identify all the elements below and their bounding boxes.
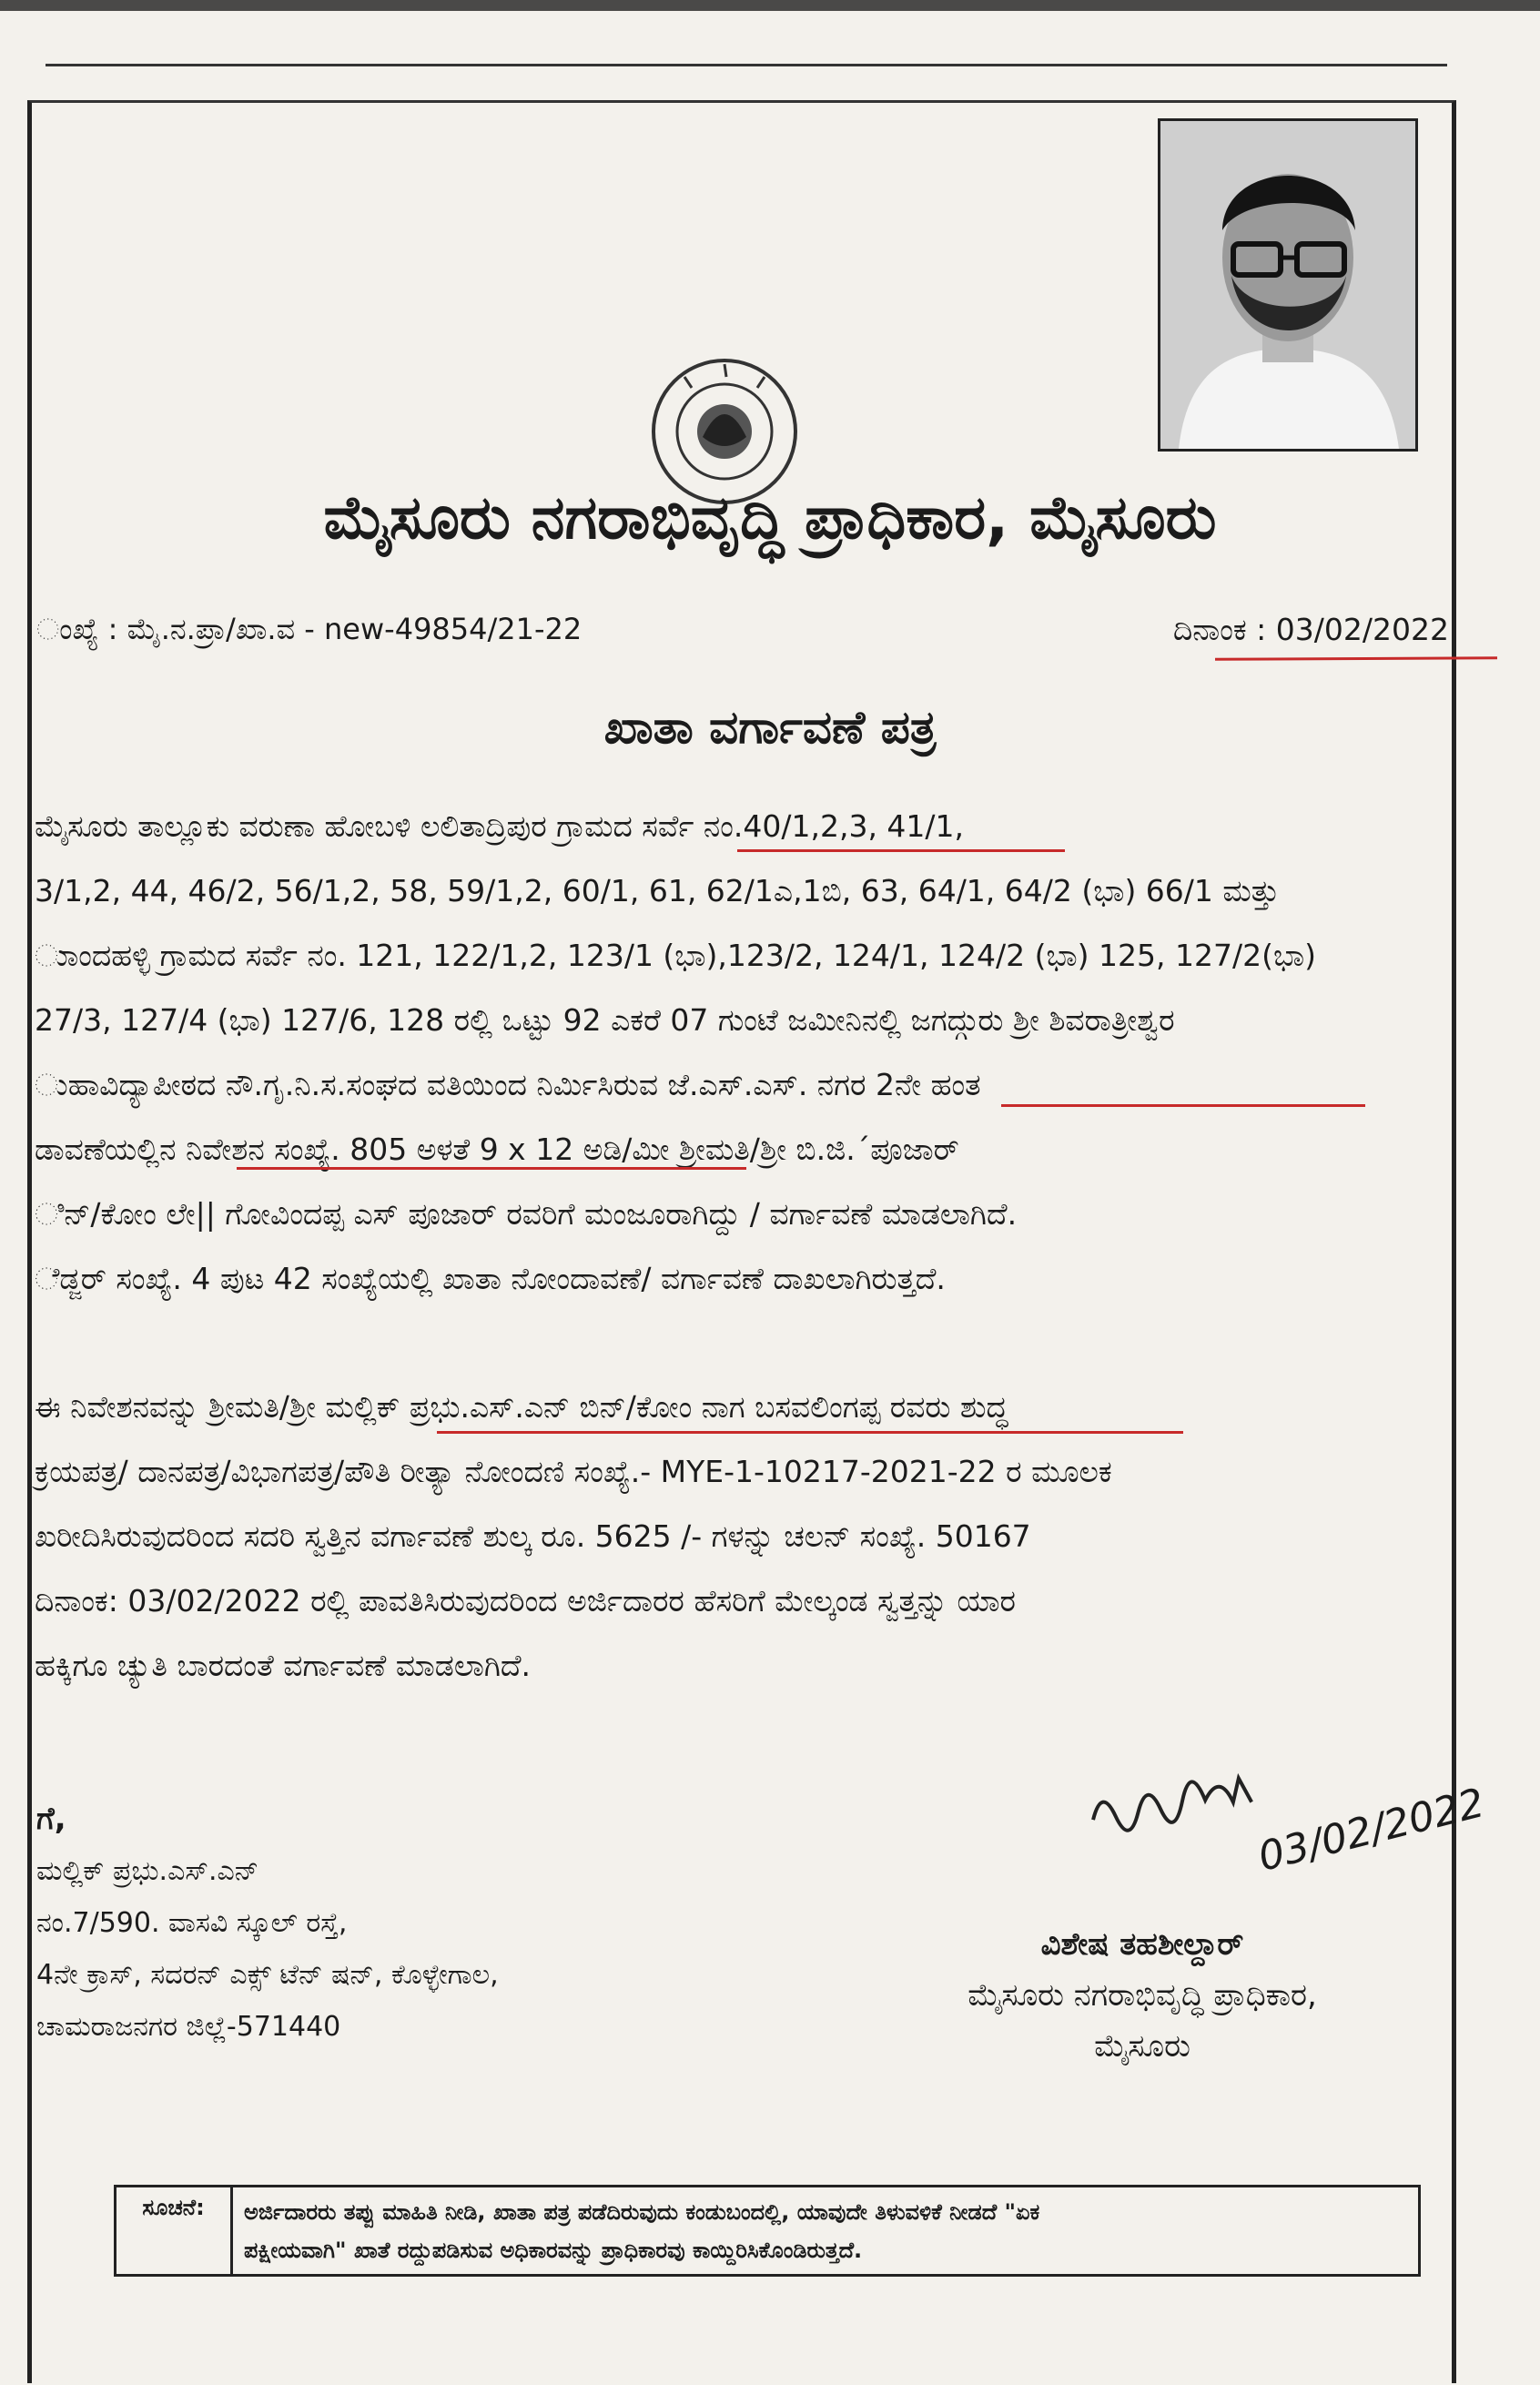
address-to: ಗೆ, [36,1801,66,1837]
page-top-rule [46,64,1447,66]
notice-label: ಸೂಚನೆ: [117,2187,233,2274]
page-top-edge [0,0,1540,11]
person-photo-icon [1160,121,1415,449]
underline-mark [1001,1104,1365,1107]
signature-date: 03/02/2022 [1253,1780,1490,1881]
underline-mark [437,1431,1183,1434]
reference-number: ಂಖ್ಯೆ : ಮೈ.ನ.ಪ್ರಾ/ಖಾ.ವ - new-49854/21-22 [36,612,583,646]
text-line: ಮೈಸೂರು ತಾಲ್ಲೂಕು ವರುಣಾ ಹೋಬಳಿ ಲಲಿತಾದ್ರಿಪುರ ಗ್ರಾಮದ ಸರ್ವೆ ನಂ.40/1,2,3, 41/1, [35,808,965,844]
signatory-designation: ವಿಶೇಷ ತಹಶೀಲ್ದಾರ್ [1040,1926,1244,1963]
text-line: ಈ ನಿವೇಶನವನ್ನು ಶ್ರೀಮತಿ/ಶ್ರೀ ಮಲ್ಲಿಕ್ ಪ್ರಭು.ಎಸ್.ಎನ್ ಬಿನ್/ಕೋಂ ನಾಗ ಬಸವಲಿಂಗಪ್ಪ ರವರು ಶುದ್ಧ [35,1389,1008,1425]
notice-text [233,2187,1418,2274]
document-title: ಖಾತಾ ವರ್ಗಾವಣೆ ಪತ್ರ [603,701,937,754]
signatory-office: ಮೈಸೂರು ನಗರಾಭಿವೃದ್ಧಿ ಪ್ರಾಧಿಕಾರ, [968,1977,1317,2014]
recipient-address [36,1793,499,2053]
notice-line: ಅರ್ಜಿದಾರರು ತಪ್ಪು ಮಾಹಿತಿ ನೀಡಿ, ಖಾತಾ ಪತ್ರ ಪಡೆದಿರುವುದು ಕಂಡುಬಂದಲ್ಲಿ, ಯಾವುದೇ ತಿಳುವಳಿಕೆ ನೀಡದೆ "ಏಕ [244,2199,1040,2225]
address-line: 4ನೇ ಕ್ರಾಸ್, ಸದರನ್ ಎಕ್ಸ್ ಟೆನ್ ಷನ್, ಕೊಳ್ಳೇಗಾಲ, [36,1959,499,1991]
underline-mark [237,1167,746,1170]
address-name: ಮಲ್ಲಿಕ್ ಪ್ರಭು.ಎಸ್.ಎನ್ [36,1855,259,1887]
text-line: ದಿನಾಂಕ: 03/02/2022 ರಲ್ಲಿ ಪಾವತಿಸಿರುವುದರಿಂದ ಅರ್ಜಿದಾರರ ಹೆಸರಿಗೆ ಮೇಲ್ಕಂಡ ಸ್ವತ್ತನ್ನು ಯಾರ [35,1583,1016,1619]
text-line: ಕ್ರಯಪತ್ರ/ ದಾನಪತ್ರ/ವಿಭಾಗಪತ್ರ/ಪೌತಿ ರೀತ್ಯಾ ನೋಂದಣಿ ಸಂಖ್ಯೆ.- MYE-1-10217-2021-22 ರ ಮೂಲಕ [35,1454,1112,1489]
text-line: ೆಡ್ಜರ್ ಸಂಖ್ಯೆ. 4 ಪುಟ 42 ಸಂಖ್ಯೆಯಲ್ಲಿ ಖಾತಾ ನೋಂದಾವಣೆ/ ವರ್ಗಾವಣೆ ದಾಖಲಾಗಿರುತ್ತದೆ. [35,1261,946,1296]
signatory-place: ಮೈಸೂರು [1094,2028,1190,2065]
paragraph-1 [35,794,1316,1311]
text-line: ುಾಂದಹಳ್ಳಿ ಗ್ರಾಮದ ಸರ್ವೆ ನಂ. 121, 122/1,2, 123/1 (ಭಾ),123/2, 124/1, 124/2 (ಭಾ) 125, 127/2(ಭಾ) [35,938,1317,973]
signatory-block [897,1919,1388,2072]
address-line: ನಂ.7/590. ವಾಸವಿ ಸ್ಕೂಲ್ ರಸ್ತೆ, [36,1907,348,1939]
notice-line: ಪಕ್ಷೀಯವಾಗಿ" ಖಾತೆ ರದ್ದುಪಡಿಸುವ ಅಧಿಕಾರವನ್ನು ಪ್ರಾಧಿಕಾರವು ಕಾಯ್ದಿರಿಸಿಕೊಂಡಿರುತ್ತದೆ. [244,2238,863,2263]
date-label: ದಿನಾಂಕ : [1172,612,1267,647]
text-line: ಖರೀದಿಸಿರುವುದರಿಂದ ಸದರಿ ಸ್ವತ್ತಿನ ವರ್ಗಾವಣೆ ಶುಲ್ಕ ರೂ. 5625 /- ಗಳನ್ನು ಚಲನ್ ಸಂಖ್ಯೆ. 50167 [35,1518,1031,1554]
text-line: ಹಕ್ಕಿಗೂ ಚ್ಯುತಿ ಬಾರದಂತೆ ವರ್ಗಾವಣೆ ಮಾಡಲಾಗಿದೆ. [35,1648,532,1683]
passport-photo [1158,118,1418,452]
underline-mark [737,849,1065,852]
text-line: 27/3, 127/4 (ಭಾ) 127/6, 128 ರಲ್ಲಿ ಒಟ್ಟು 92 ಎಕರೆ 07 ಗುಂಟೆ ಜಮೀನಿನಲ್ಲಿ ಜಗದ್ಗುರು ಶ್ರೀ ಶಿವರಾತ್ರೀಶ್ವರ [35,1002,1175,1038]
date-value: 03/02/2022 [1275,612,1449,647]
issue-date [1173,612,1449,648]
notice-box [114,2185,1421,2277]
text-line: 3/1,2, 44, 46/2, 56/1,2, 58, 59/1,2, 60/1, 61, 62/1ಎ,1ಬಿ, 63, 64/1, 64/2 (ಭಾ) 66/1 ಮತ್ತು [35,873,1280,908]
text-line: ಡಾವಣೆಯಲ್ಲಿನ ನಿವೇಶನ ಸಂಖ್ಯೆ. 805 ಅಳತೆ 9 x 12 ಅಡಿ/ಮೀ ಶ್ರೀಮತಿ/ಶ್ರೀ ಬಿ.ಜಿ.´ಪೂಜಾರ್ [35,1132,959,1167]
paragraph-2 [35,1375,1112,1698]
text-line: ಿನ್/ಕೋಂ ಲೇ|| ಗೋವಿಂದಪ್ಪ ಎಸ್ ಪೂಜಾರ್ ರವರಿಗೆ ಮಂಜೂರಾಗಿದ್ದು / ವರ್ಗಾವಣೆ ಮಾಡಲಾಗಿದೆ. [35,1196,1018,1232]
text-line: ುಹಾವಿದ್ಯಾಪೀಠದ ನೌ.ಗೃ.ನಿ.ಸ.ಸಂಘದ ವತಿಯಿಂದ ನಿರ್ಮಿಸಿರುವ ಜೆ.ಎಸ್.ಎಸ್. ನಗರ 2ನೇ ಹಂತ [35,1067,981,1102]
address-line: ಚಾಮರಾಜನಗರ ಜಿಲ್ಲೆ-571440 [36,2011,341,2043]
authority-heading: ಮೈಸೂರು ನಗರಾಭಿವೃದ್ಧಿ ಪ್ರಾಧಿಕಾರ, ಮೈಸೂರು [323,482,1217,553]
